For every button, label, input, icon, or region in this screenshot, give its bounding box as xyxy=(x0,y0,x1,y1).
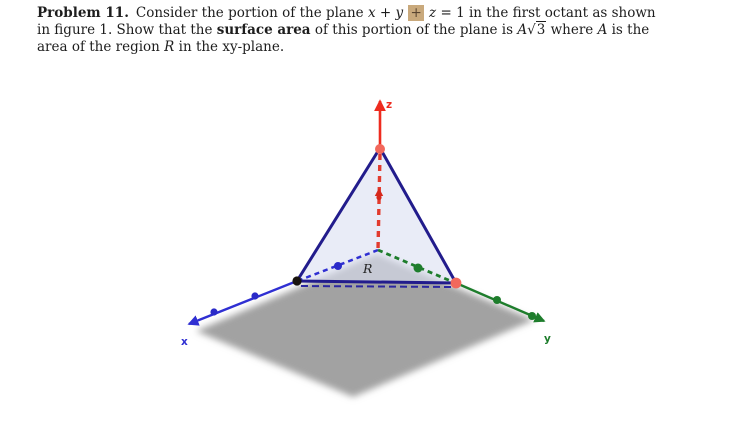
x-axis-unit-tick-dot xyxy=(334,262,342,270)
text-run: Consider the portion of the plane xyxy=(135,5,368,21)
text-run: = 1 in the first octant as shown xyxy=(436,5,656,21)
region-R-label: R xyxy=(363,261,373,276)
highlighted-plus: + xyxy=(410,5,422,21)
x-intercept-point xyxy=(292,276,301,285)
y-axis-tick-dot xyxy=(493,296,501,304)
x-axis-tick-dot xyxy=(210,308,217,315)
z-axis-label: z xyxy=(386,99,393,111)
text-run: area of the region xyxy=(37,39,165,55)
radical-sign: √ xyxy=(527,22,536,38)
z-intercept-point xyxy=(375,144,385,154)
x-axis-label: x xyxy=(181,336,188,348)
y-axis-unit-tick-dot xyxy=(414,264,423,273)
y-intercept-point xyxy=(451,278,462,289)
y-axis-label: y xyxy=(544,333,551,345)
text-run: in figure 1. Show that the xyxy=(37,22,217,38)
math-var-A: A xyxy=(597,22,608,38)
z-axis-mid-dot xyxy=(376,195,381,200)
radicand: 3 xyxy=(536,22,546,38)
bold-surface-area: surface area xyxy=(216,22,311,38)
y-axis-tick-dot xyxy=(528,312,536,320)
math-var-x: x xyxy=(367,5,376,21)
text-run: is the xyxy=(607,22,650,38)
math-var-A: A xyxy=(517,22,528,38)
x-axis-tick-dot xyxy=(251,292,258,299)
text-run: in the xy-plane. xyxy=(174,39,285,55)
problem-number: Problem 11. xyxy=(37,5,129,21)
math-var-y: y xyxy=(395,5,404,21)
plane-surface-fill xyxy=(297,148,456,283)
text-run: + xyxy=(375,5,396,21)
math-var-R: R xyxy=(164,39,175,55)
z-axis-hidden-dashed-segment xyxy=(378,154,380,250)
math-var-z: z xyxy=(429,5,437,21)
text-run: of this portion of the plane is xyxy=(310,22,518,38)
text-run: where xyxy=(546,22,598,38)
